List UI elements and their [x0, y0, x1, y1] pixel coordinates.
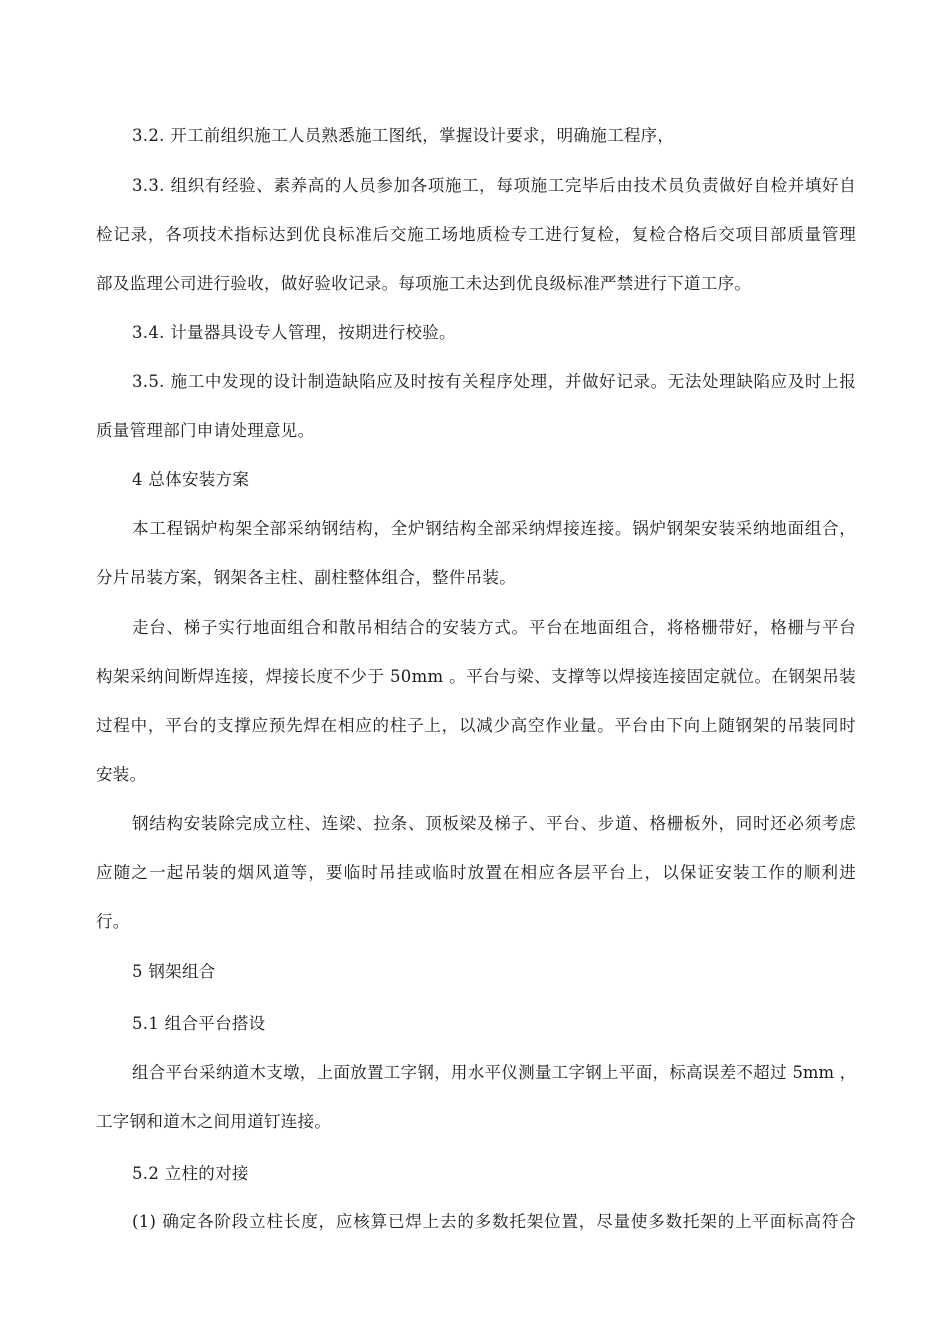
section-heading-4: 4 总体安装方案 [132, 470, 250, 489]
paragraph-4b-line-4: 安装。 [96, 765, 147, 784]
paragraph-4c-line-1: 钢结构安装除完成立柱、连梁、拉条、顶板梁及梯子、平台、步道、格栅板外，同时还必须考虑 [132, 814, 856, 833]
paragraph-4b-line-2: 构架采纳间断焊连接，焊接长度不少于 50mm 。平台与梁、支撑等以焊接连接固定就位。在钢架吊装 [96, 667, 856, 686]
paragraph-3-5-line-1: 3.5. 施工中发现的设计制造缺陷应及时按有关程序处理，并做好记录。无法处理缺陷应及时上报 [132, 372, 856, 391]
section-heading-5: 5 钢架组合 [132, 962, 216, 981]
paragraph-4c-line-3: 行。 [96, 912, 130, 931]
paragraph-3-3-line-3: 部及监理公司进行验收，做好验收记录。每项施工未达到优良级标准严禁进行下道工序。 [96, 274, 752, 293]
paragraph-4a-line-2: 分片吊装方案，钢架各主柱、副柱整体组合，整件吊装。 [96, 568, 516, 587]
paragraph-3-4: 3.4. 计量器具设专人管理，按期进行校验。 [132, 323, 456, 342]
paragraph-4b-line-1: 走台、梯子实行地面组合和散吊相结合的安装方式。平台在地面组合，将格栅带好，格栅与平台 [132, 618, 856, 637]
section-heading-5-2: 5.2 立柱的对接 [132, 1164, 249, 1183]
paragraph-5-2-item-1-line-1: (1) 确定各阶段立柱长度，应核算已焊上去的多数托架位置，尽量使多数托架的上平面标高符合 [132, 1212, 856, 1231]
paragraph-5-1-line-2: 工字钢和道木之间用道钉连接。 [96, 1112, 332, 1131]
paragraph-4a-line-1: 本工程锅炉构架全部采纳钢结构，全炉钢结构全部采纳焊接连接。锅炉钢架安装采纳地面组合， [132, 519, 856, 538]
section-heading-5-1: 5.1 组合平台搭设 [132, 1014, 266, 1033]
paragraph-3-5-line-2: 质量管理部门申请处理意见。 [96, 421, 315, 440]
paragraph-4c-line-2: 应随之一起吊装的烟风道等，要临时吊挂或临时放置在相应各层平台上，以保证安装工作的顺利进 [96, 863, 856, 882]
paragraph-3-3-line-1: 3.3. 组织有经验、素养高的人员参加各项施工，每项施工完毕后由技术员负责做好自检并填好自 [132, 176, 856, 195]
paragraph-3-3-line-2: 检记录，各项技术指标达到优良标准后交施工场地质检专工进行复检，复检合格后交项目部质量管理 [96, 225, 856, 244]
paragraph-5-1-line-1: 组合平台采纳道木支墩，上面放置工字钢，用水平仪测量工字钢上平面，标高误差不超过 5mm ， [132, 1063, 856, 1082]
paragraph-4b-line-3: 过程中，平台的支撑应预先焊在相应的柱子上，以减少高空作业量。平台由下向上随钢架的吊装同时 [96, 716, 856, 735]
paragraph-3-2: 3.2. 开工前组织施工人员熟悉施工图纸，掌握设计要求，明确施工程序， [132, 126, 675, 145]
